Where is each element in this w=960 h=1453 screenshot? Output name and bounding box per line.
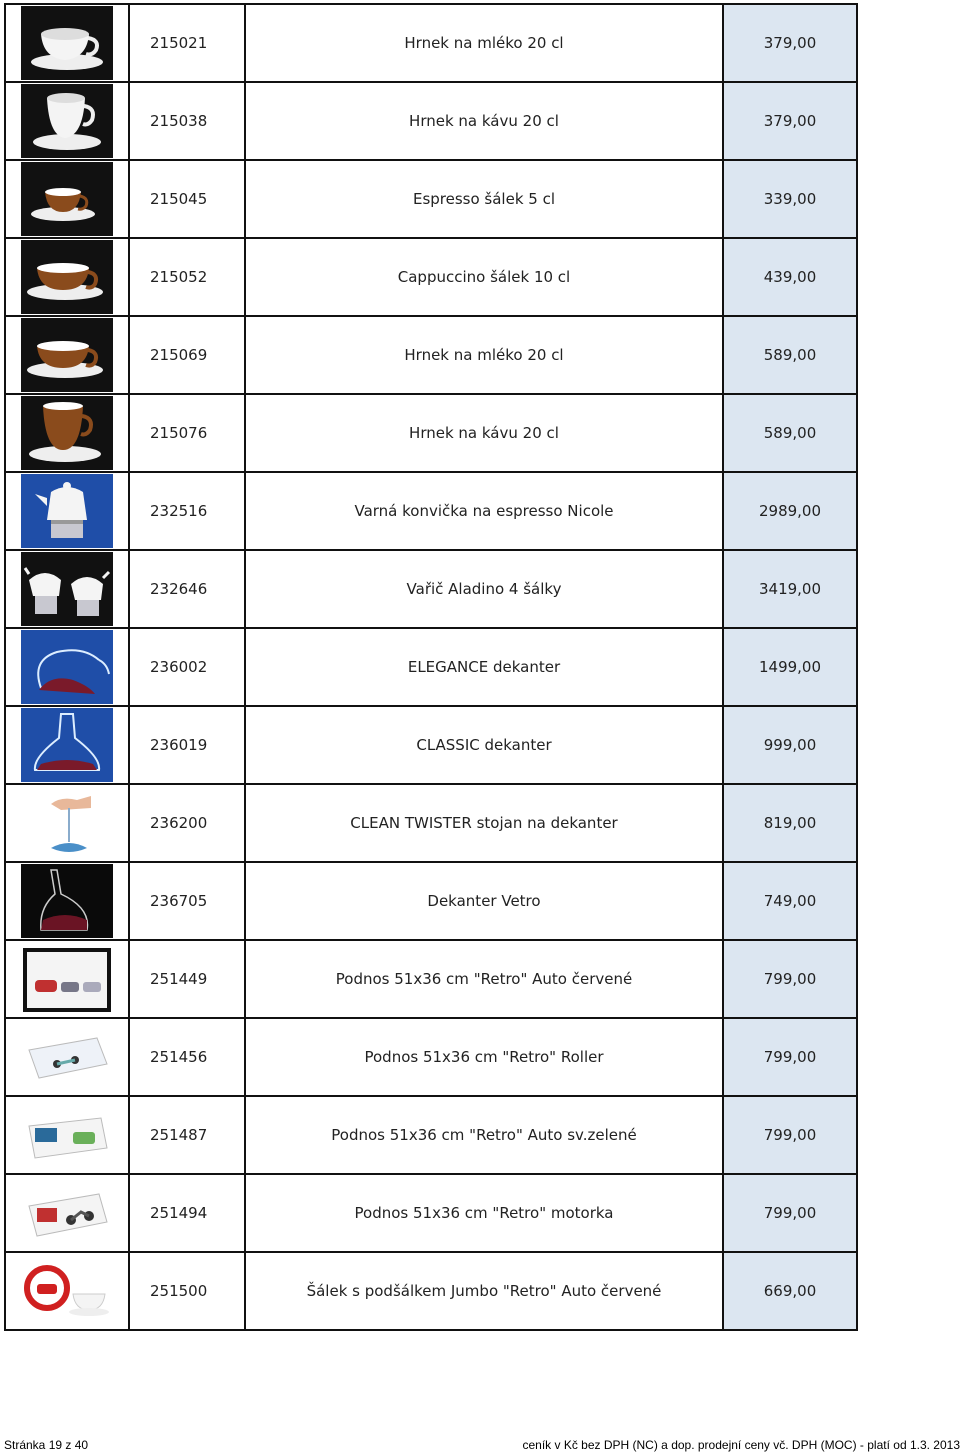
product-name: Vařič Aladino 4 šálky xyxy=(245,550,723,628)
product-code: 251456 xyxy=(129,1018,245,1096)
product-code: 251494 xyxy=(129,1174,245,1252)
table-row xyxy=(5,706,857,784)
product-name: Hrnek na kávu 20 cl xyxy=(245,394,723,472)
product-image xyxy=(5,4,129,82)
product-image xyxy=(5,1096,129,1174)
product-name: Hrnek na mléko 20 cl xyxy=(245,316,723,394)
product-name: Hrnek na mléko 20 cl xyxy=(245,4,723,82)
table-row xyxy=(5,862,857,940)
price-list-body xyxy=(5,4,857,1330)
product-code: 251487 xyxy=(129,1096,245,1174)
product-name: Cappuccino šálek 10 cl xyxy=(245,238,723,316)
product-image xyxy=(5,1174,129,1252)
product-image xyxy=(5,472,129,550)
product-code: 236019 xyxy=(129,706,245,784)
product-price: 749,00 xyxy=(723,862,857,940)
product-code: 232646 xyxy=(129,550,245,628)
product-image xyxy=(5,784,129,862)
product-name: Podnos 51x36 cm "Retro" Auto sv.zelené xyxy=(245,1096,723,1174)
table-row xyxy=(5,238,857,316)
product-price: 799,00 xyxy=(723,1018,857,1096)
product-image xyxy=(5,160,129,238)
product-code: 251500 xyxy=(129,1252,245,1330)
product-image xyxy=(5,628,129,706)
product-image xyxy=(5,82,129,160)
product-price: 799,00 xyxy=(723,940,857,1018)
product-code: 251449 xyxy=(129,940,245,1018)
table-row xyxy=(5,4,857,82)
product-code: 215052 xyxy=(129,238,245,316)
product-code: 236002 xyxy=(129,628,245,706)
product-name: Podnos 51x36 cm "Retro" motorka xyxy=(245,1174,723,1252)
product-price: 799,00 xyxy=(723,1096,857,1174)
product-price: 339,00 xyxy=(723,160,857,238)
product-name: Šálek s podšálkem Jumbo "Retro" Auto červené xyxy=(245,1252,723,1330)
product-code: 215038 xyxy=(129,82,245,160)
product-price: 999,00 xyxy=(723,706,857,784)
page-number: Stránka 19 z 40 xyxy=(4,1438,89,1452)
product-name: CLEAN TWISTER stojan na dekanter xyxy=(245,784,723,862)
product-name: Dekanter Vetro xyxy=(245,862,723,940)
table-row xyxy=(5,316,857,394)
table-row xyxy=(5,1174,857,1252)
table-row xyxy=(5,82,857,160)
price-list-table xyxy=(4,3,858,1331)
product-code: 236705 xyxy=(129,862,245,940)
product-price: 1499,00 xyxy=(723,628,857,706)
table-row xyxy=(5,472,857,550)
product-image xyxy=(5,550,129,628)
product-code: 236200 xyxy=(129,784,245,862)
product-name: Podnos 51x36 cm "Retro" Roller xyxy=(245,1018,723,1096)
product-image xyxy=(5,706,129,784)
product-image xyxy=(5,862,129,940)
product-image xyxy=(5,394,129,472)
product-code: 232516 xyxy=(129,472,245,550)
product-price: 3419,00 xyxy=(723,550,857,628)
product-name: Hrnek na kávu 20 cl xyxy=(245,82,723,160)
product-image xyxy=(5,238,129,316)
product-image xyxy=(5,1018,129,1096)
table-row xyxy=(5,1096,857,1174)
table-row xyxy=(5,628,857,706)
product-price: 379,00 xyxy=(723,4,857,82)
product-name: Podnos 51x36 cm "Retro" Auto červené xyxy=(245,940,723,1018)
product-image xyxy=(5,940,129,1018)
table-row xyxy=(5,394,857,472)
product-code: 215069 xyxy=(129,316,245,394)
product-price: 819,00 xyxy=(723,784,857,862)
table-row xyxy=(5,784,857,862)
product-name: Espresso šálek 5 cl xyxy=(245,160,723,238)
product-price: 439,00 xyxy=(723,238,857,316)
product-name: CLASSIC dekanter xyxy=(245,706,723,784)
table-row xyxy=(5,940,857,1018)
table-row xyxy=(5,550,857,628)
product-price: 2989,00 xyxy=(723,472,857,550)
table-row xyxy=(5,160,857,238)
product-price: 379,00 xyxy=(723,82,857,160)
product-code: 215045 xyxy=(129,160,245,238)
product-code: 215021 xyxy=(129,4,245,82)
product-name: ELEGANCE dekanter xyxy=(245,628,723,706)
product-code: 215076 xyxy=(129,394,245,472)
product-price: 799,00 xyxy=(723,1174,857,1252)
table-row xyxy=(5,1252,857,1330)
product-price: 669,00 xyxy=(723,1252,857,1330)
footer-note: ceník v Kč bez DPH (NC) a dop. prodejní ceny vč. DPH (MOC) - platí od 1.3. 2013 xyxy=(522,1438,960,1452)
product-name: Varná konvička na espresso Nicole xyxy=(245,472,723,550)
table-row xyxy=(5,1018,857,1096)
product-price: 589,00 xyxy=(723,394,857,472)
product-price: 589,00 xyxy=(723,316,857,394)
product-image xyxy=(5,1252,129,1330)
product-image xyxy=(5,316,129,394)
